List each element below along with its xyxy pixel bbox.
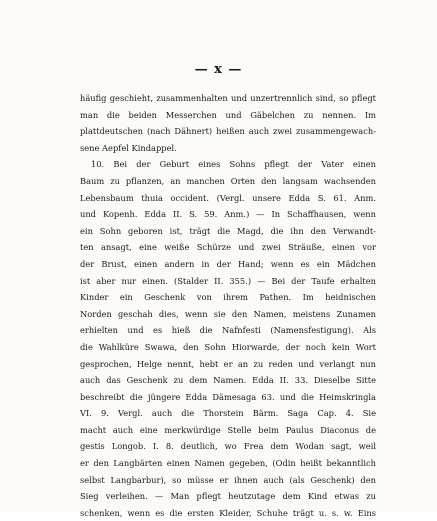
text-line: sene Aepfel Kindappel. bbox=[80, 142, 177, 153]
text-line: gestis Longob. I. 8. deutlich, wo Frea dem Wodan sagt, weil bbox=[80, 441, 376, 452]
text-line: beschreibt die jüngere Edda Dämesaga 63. und die Heimskringla bbox=[80, 391, 376, 402]
text-line: selbst Langbarbur), so müsse er ihnen auch (als Geschenk) den bbox=[80, 474, 376, 485]
text-line: Kinder ein Geschenk von ihrem Pathen. Im heidnischen bbox=[80, 292, 376, 303]
text-line: häufig geschieht, zusammenhalten und unzertrennlich sind, so pflegt bbox=[80, 93, 376, 103]
text-line: gesprochen, Helge nennt, hebt er an zu reden und verlangt nun bbox=[80, 358, 376, 369]
text-line: macht auch eine merkwürdige Stelle beim Paulus Diaconus de bbox=[80, 424, 376, 435]
page-number: — x — bbox=[194, 62, 243, 77]
text-line: ein Sohn geboren ist, trägt die Magd, die ihn den Verwandt- bbox=[80, 225, 376, 236]
text-line: schenken, wenn es die ersten Kleider, Schuhe trägt u. s. w. Eins bbox=[80, 507, 376, 518]
text-line: der Brust, einen andern in der Hand; wenn es ein Mädchen bbox=[80, 258, 376, 269]
text-line: 10. Bei der Geburt eines Sohns pflegt der Vater einen bbox=[91, 159, 376, 170]
text-line: erhielten und es hieß die Nafnfesti (Namensfestigung). Als bbox=[80, 325, 376, 336]
text-line: Norden geschah dies, wenn sie den Namen, meistens Zunamen bbox=[80, 308, 376, 319]
text-line: plattdeutschen (nach Dähnert) heißen auch zwei zusammengewach- bbox=[80, 126, 376, 137]
body-text bbox=[80, 90, 376, 521]
text-line: man die beiden Messerchen und Gäbelchen zu nennen. Im bbox=[80, 109, 376, 120]
text-line: und Kopenh. Edda II. S. 59. Anm.) — In Schaffhausen, wenn bbox=[80, 209, 376, 220]
text-line: Sieg verleihen. — Man pflegt heutzutage dem Kind etwas zu bbox=[80, 491, 376, 502]
text-line: Baum zu pflanzen, an manchen Orten den langsam wachsenden bbox=[80, 175, 376, 186]
text-line: ten ansagt, eine weiße Schürze und zwei Sträuße, einen vor bbox=[80, 242, 376, 253]
text-line: auch das Geschenk zu dem Namen. Edda II. 33. Dieselbe Sitte bbox=[80, 375, 376, 386]
text-line: Lebensbaum thuia occident. (Vergl. unsere Edda S. 61. Anm. bbox=[80, 192, 376, 203]
text-line: er den Langbärten einen Namen gegeben, (Odin heißt bekanntlich bbox=[80, 458, 376, 469]
text-line: die Wahlküre Swawa, den Sohn Hiorwarde, der noch kein Wort bbox=[80, 341, 376, 352]
text-line: VI. 9. Vergl. auch die Thorstein Bärm. Saga Cap. 4. Sie bbox=[80, 408, 376, 419]
text-line: ist aber nur einen. (Stalder II. 355.) — Bei der Taufe erhalten bbox=[80, 275, 376, 286]
